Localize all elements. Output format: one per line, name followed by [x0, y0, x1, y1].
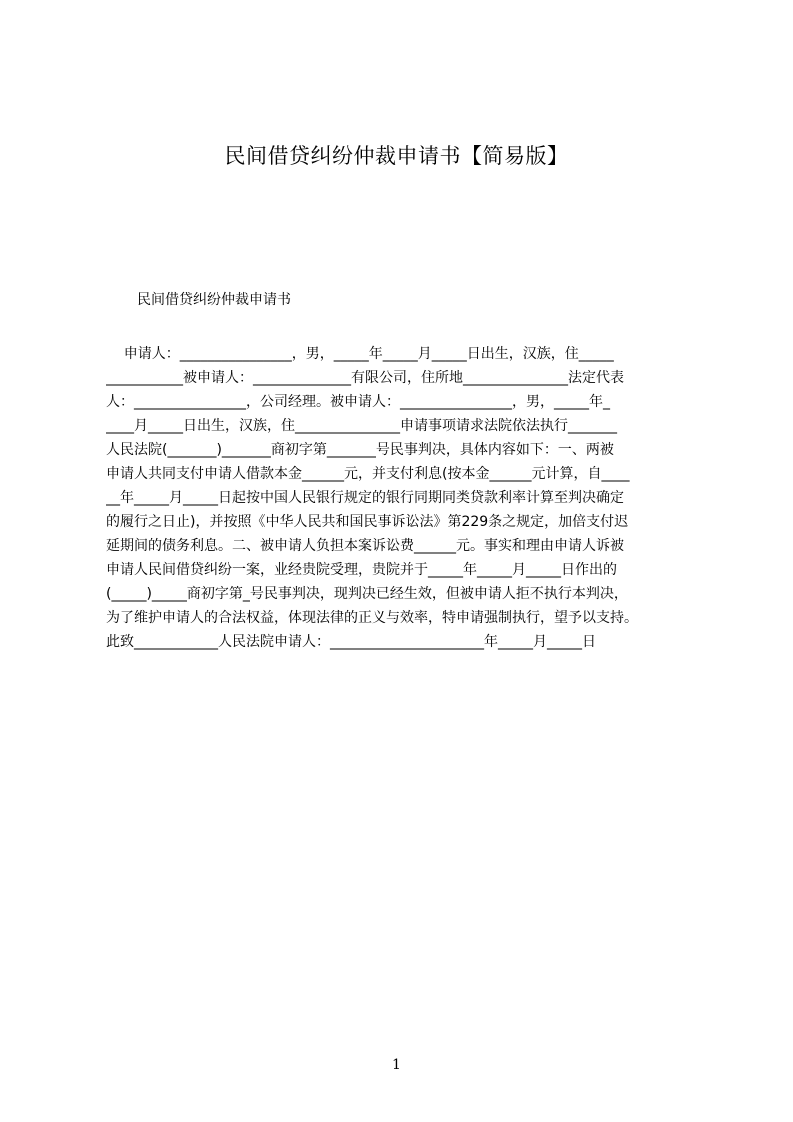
body-line: __年_____月_____日起按中国人民银行规定的银行同期同类贷款利率计算至判决确定 — [106, 490, 624, 506]
page-title: 民间借贷纠纷仲裁申请书【简易版】 — [224, 144, 569, 168]
body-text — [106, 342, 698, 654]
body-line: 为了维护申请人的合法权益，体现法律的正义与效率，特申请强制执行，望予以支持。 — [106, 610, 638, 626]
body-line: 延期间的债务利息。二、被申请人负担本案诉讼费______元。事实和理由申请人诉被 — [106, 538, 624, 554]
body-line: 人：________________，公司经理。被申请人：________________，男，_____年_ — [106, 394, 610, 410]
body-line: 的履行之日止)，并按照《中华人民共和国民事诉讼法》第229条之规定，加倍支付迟 — [106, 514, 629, 530]
body-line: ____月_____日出生，汉族，住_______________申请事项请求法院依法执行_______ — [106, 418, 617, 434]
body-line: 申请人共同支付申请人借款本金______元，并支付利息(按本金______元计算，自____ — [106, 466, 630, 482]
body-line: 此致____________人民法院申请人：______________________年_____月_____日 — [106, 634, 596, 650]
page-number: 1 — [392, 1057, 401, 1073]
body-line: 人民法院(_______)_______商初字第_______号民事判决，具体内容如下：一、两被 — [106, 442, 614, 458]
body-line: 申请人民间借贷纠纷一案，业经贵院受理，贵院并于_____年_____月_____日作出的 — [106, 562, 617, 578]
body-line: (_____)_____商初字第_号民事判决，现判决已经生效，但被申请人拒不执行本判决， — [106, 586, 628, 602]
document-subtitle: 民间借贷纠纷仲裁申请书 — [137, 292, 291, 308]
body-line: 申请人：________________，男，_____年_____月_____日出生，汉族，住_____ — [106, 346, 614, 362]
body-line: ___________被申请人：______________有限公司，住所地_______________法定代表 — [106, 370, 624, 386]
